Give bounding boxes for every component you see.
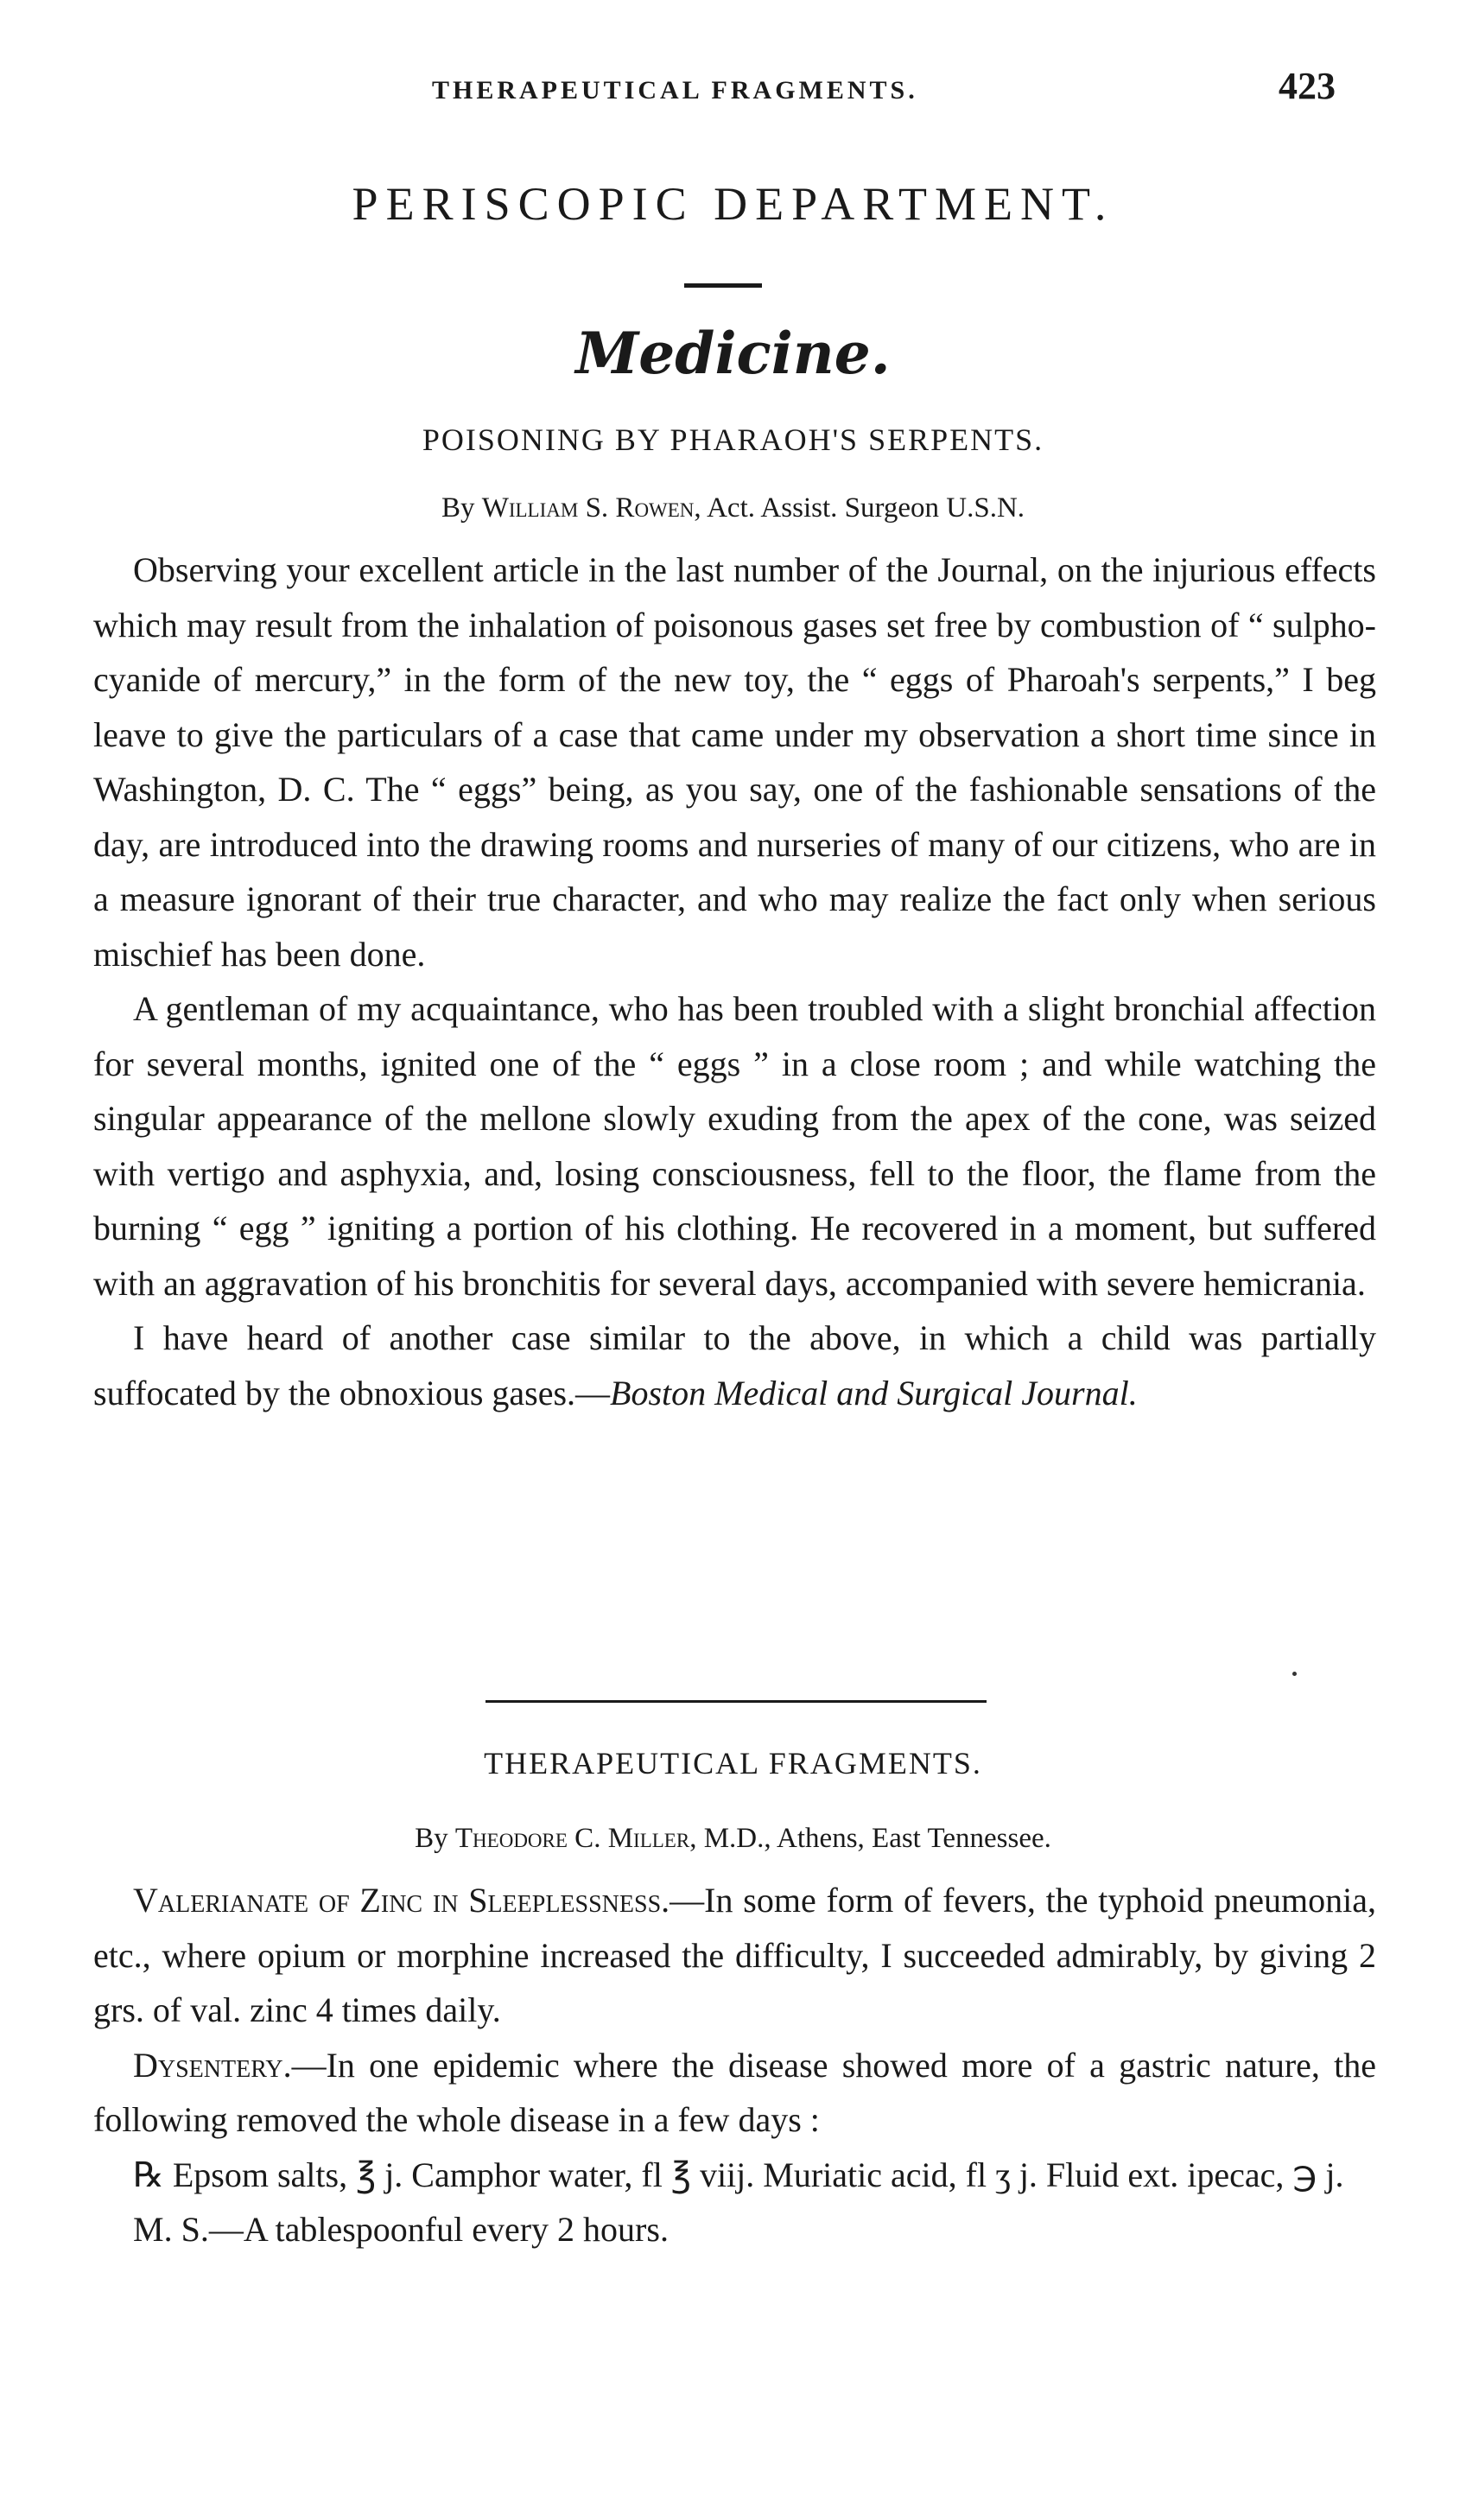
article-body [93, 1873, 1376, 2257]
paragraph [93, 1311, 1376, 1420]
paragraph: Observing your excellent article in the last number of the Journal, on the injurious effects which may result from the inhalation of poisonous gases set free by combustion of “ sulpho-cyanide of mercury,” in the form of the new toy, the “ eggs of Pharoah's serpents,” I beg leave to give the particulars of a case that came under my observation a short time since in Washington, D. C. The “ eggs” being, as you say, one of the fashionable sensations of the day, are introduced into the drawing rooms and nurseries of many of our citizens, who are in a measure ignorant of their true character, and who may realize the fact only when serious mischief has been done. [93, 550, 1376, 974]
byline-prefix: By [441, 492, 482, 524]
paragraph [93, 2038, 1376, 2148]
department-heading: PERISCOPIC DEPARTMENT. [352, 178, 1114, 230]
article-title: POISONING BY PHARAOH'S SERPENTS. [422, 422, 1044, 457]
paragraph [93, 1873, 1376, 2038]
article-title: THERAPEUTICAL FRAGMENTS. [484, 1746, 982, 1781]
section-heading: Medicine. [575, 320, 891, 387]
article-byline [0, 1823, 1466, 1855]
prescription-directions: M. S.—A tablespoonful every 2 hours. [133, 2210, 669, 2249]
paragraph: A gentleman of my acquaintance, who has been troubled with a slight bronchial affection for several months, ignited one of the “ eggs ” in a close room ; and while watching the singular appearance of the mellone slowly exuding from the apex of the cone, was seized with vertigo and asphyxia, and, losing consciousness, fell to the floor, the flame from the burning “ egg ” igniting a portion of his clothing. He recovered in a moment, but suffered with an aggravation of his bronchitis for several days, accompanied with severe hemicrania. [93, 989, 1376, 1303]
article-body [93, 543, 1376, 1420]
page-number: 423 [1279, 65, 1336, 107]
byline-author: William S. Rowen [481, 492, 695, 524]
prescription: ℞ Epsom salts, ℥ j. Camphor water, fl ℥ viij. Muriatic acid, fl ʒ j. Fluid ext. ipecac, ℈ j. [133, 2155, 1344, 2194]
article-byline [0, 492, 1466, 524]
running-head [0, 60, 1466, 112]
print-speck [1292, 1672, 1297, 1676]
paragraph-text: I have heard of another case similar to the above, in which a child was partially suffocated by the obnoxious gases.— [93, 1318, 1376, 1412]
source-citation: Boston Medical and Surgical Journal. [610, 1373, 1138, 1412]
short-rule-divider [684, 283, 762, 288]
paragraph-lead: Valerianate of Zinc in Sleeplessness. [133, 1881, 670, 1920]
paragraph-text: —In one epidemic where the disease showed more of a gastric nature, the following removed the whole disease in a few days : [93, 2045, 1376, 2139]
section-rule-divider [485, 1700, 987, 1703]
paragraph-lead: Dysentery. [133, 2045, 292, 2085]
byline-suffix: , M.D., Athens, East Tennessee. [689, 1823, 1051, 1854]
byline-suffix: , Act. Assist. Surgeon U.S.N. [694, 492, 1025, 524]
running-title: THERAPEUTICAL FRAGMENTS. [432, 76, 918, 105]
byline-prefix: By [415, 1823, 455, 1854]
paragraph-text: —In some form of fevers, the typhoid pneumonia, etc., where opium or morphine increased the difficulty, I succeeded admirably, by giving 2 grs. of val. zinc 4 times daily. [93, 1881, 1376, 2029]
byline-author: Theodore C. Miller [454, 1823, 690, 1854]
